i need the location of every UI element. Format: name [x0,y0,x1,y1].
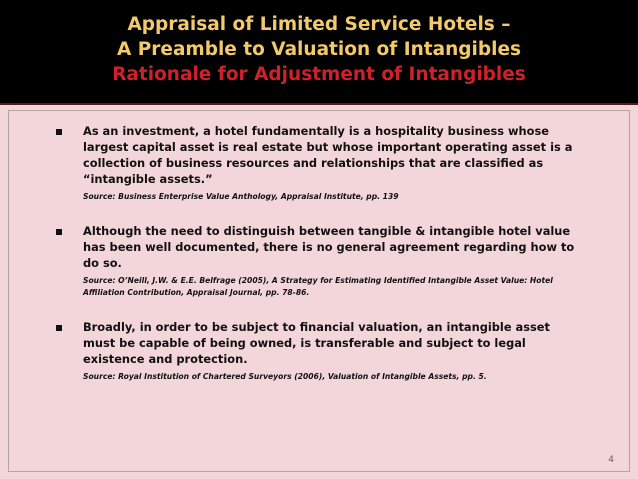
title-line-2: A Preamble to Valuation of Intangibles [116,39,522,60]
bullet-item [0,319,638,383]
bullet-text: As an investment, a hotel fundamentally is a hospitality business whose largest capital asset is real estate but whose important operating asset is a collection of business resources and relationships that are classified as “intangible assets.” [83,124,573,186]
bullet-square-icon [56,229,62,235]
bullet-square-icon [56,325,62,331]
bullet-text: Although the need to distinguish between tangible & intangible hotel value has been well documented, there is no general agreement regarding how to do so. [83,224,575,270]
bullet-text: Broadly, in order to be subject to financial valuation, an intangible asset must be capable of being owned, is transferable and subject to legal existence and protection. [83,320,550,366]
title-line-1: Appraisal of Limited Service Hotels – [127,14,511,35]
title-line-3: Rationale for Adjustment of Intangibles [112,64,526,85]
bullet-list [0,123,638,403]
bullet-square-icon [56,129,62,135]
bullet-source: Source: Business Enterprise Value Anthology, Appraisal Institute, pp. 139 [83,192,399,201]
bullet-source: Source: O’Neill, J.W. & E.E. Belfrage (2005), A Strategy for Estimating Identified Intangible Asset Value: Hotel Affiliation Contribution, Appraisal Journal, pp. 78-86. [83,276,553,297]
bullet-source: Source: Royal Institution of Chartered Surveyors (2006), Valuation of Intangible Assets, pp. 5. [83,372,487,381]
slide-title [0,12,638,87]
bullet-item [0,223,638,299]
bullet-item [0,123,638,203]
page-number: 4 [608,455,614,465]
